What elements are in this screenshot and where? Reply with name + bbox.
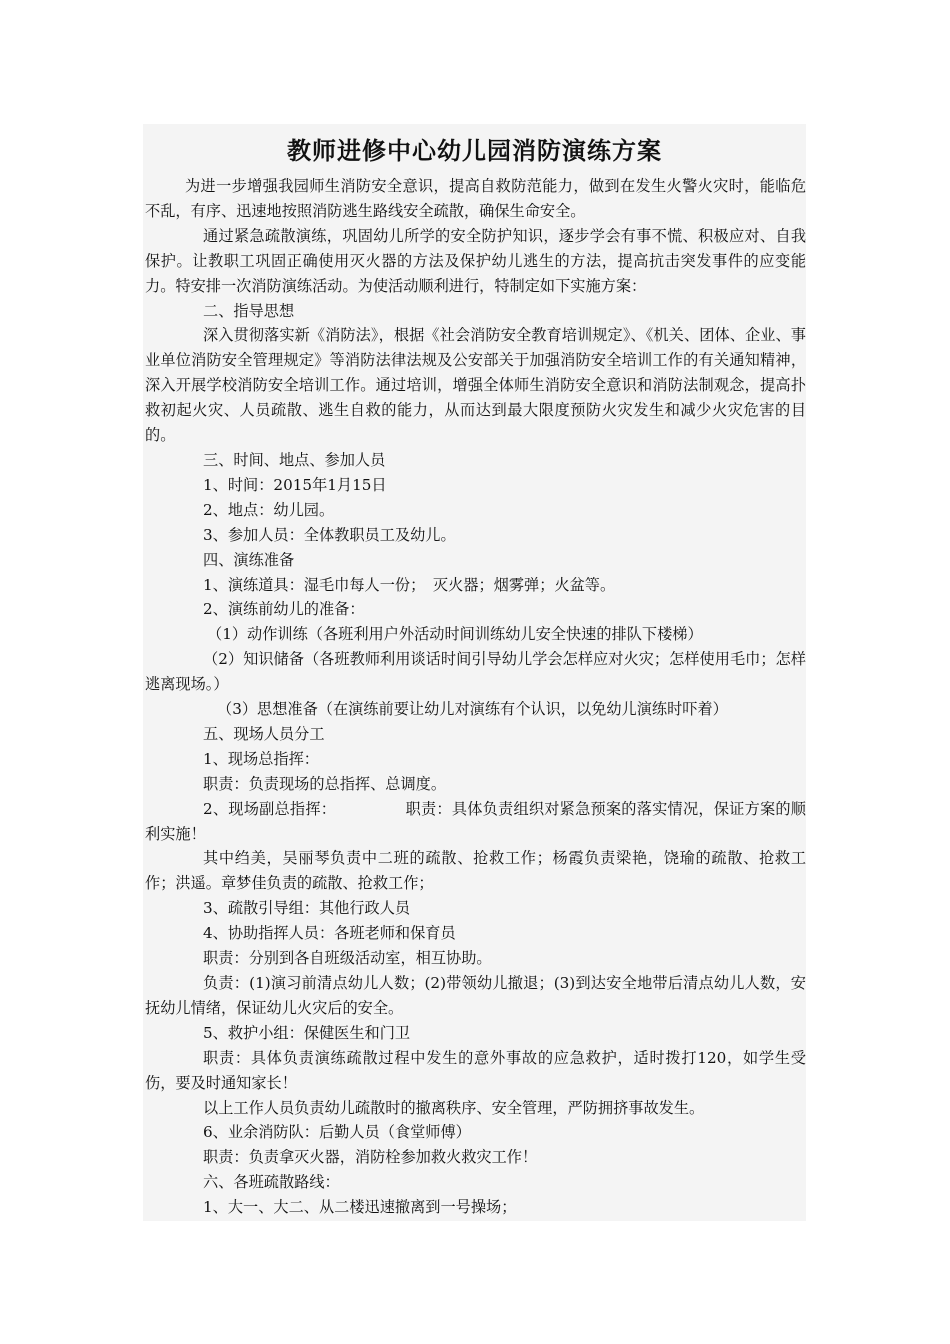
list-item: （2）知识储备（各班教师利用谈话时间引导幼儿学会怎样应对火灾；怎样使用毛巾；怎样逃离现场。） xyxy=(145,650,806,694)
list-item: 以上工作人员负责幼儿疏散时的撤离秩序、安全管理，严防拥挤事故发生。 xyxy=(203,1098,705,1117)
list-item: （1）动作训练（各班利用户外活动时间训练幼儿安全快速的排队下楼梯） xyxy=(207,625,703,644)
purpose-paragraph: 通过紧急疏散演练，巩固幼儿所学的安全防护知识，逐步学会有事不慌、积极应对、自我保护。让教职工巩固正确使用灭火器的方法及保护幼儿逃生的方法，提高抗击突发事件的应变能力。特安排一次消防演练活动。为使活动顺利进行，特制定如下实施方案： xyxy=(145,226,806,295)
section-heading: 五、现场人员分工 xyxy=(203,724,325,743)
list-item: 1、大一、大二、从二楼迅速撤离到一号操场； xyxy=(203,1198,517,1217)
section-heading: 四、演练准备 xyxy=(203,550,295,569)
list-item: （3）思想准备（在演练前要让幼儿对演练有个认识，以免幼儿演练时吓着） xyxy=(217,700,728,719)
list-item: 2、地点：幼儿园。 xyxy=(203,500,335,519)
list-item: 职责：具体负责演练疏散过程中发生的意外事故的应急救护，适时拨打120，如学生受伤，要及时通知家长！ xyxy=(145,1048,806,1092)
list-item: 3、疏散引导组：其他行政人员 xyxy=(203,899,411,918)
list-item: 4、协助指挥人员：各班老师和保育员 xyxy=(203,924,456,943)
list-item: 5、救护小组：保健医生和门卫 xyxy=(203,1023,411,1042)
guiding-paragraph: 深入贯彻落实新《消防法》，根据《社会消防安全教育培训规定》、《机关、团体、企业、事业单位消防安全管理规定》等消防法律法规及公安部关于加强消防安全培训工作的有关通知精神，深入开展学校消防安全培训工作。通过培训，增强全体师生消防安全意识和消防法制观念，提高扑救初起火灾、人员疏散、逃生自救的能力，从而达到最大限度预防火灾发生和减少火灾危害的目的。 xyxy=(145,326,806,445)
list-item: 其中绉美，吴丽琴负责中二班的疏散、抢救工作；杨霞负责梁艳，饶瑜的疏散、抢救工作；洪遥。章梦佳负责的疏散、抢救工作； xyxy=(145,849,806,893)
section-heading: 二、指导思想 xyxy=(203,301,295,320)
document-body xyxy=(145,174,806,1220)
list-item: 负责：(1)演习前清点幼儿人数；(2)带领幼儿撤退；(3)到达安全地带后清点幼儿人数，安抚幼儿情绪，保证幼儿火灾后的安全。 xyxy=(145,974,806,1017)
list-item: 1、演练道具：湿毛巾每人一份； 灭火器；烟雾弹；火盆等。 xyxy=(203,575,616,594)
list-item: 1、时间：2015年1月15日 xyxy=(203,475,387,494)
list-item: 2、演练前幼儿的准备： xyxy=(203,600,365,619)
document-title: 教师进修中心幼儿园消防演练方案 xyxy=(287,137,662,165)
list-item: 6、业余消防队：后勤人员（食堂师傅） xyxy=(203,1123,471,1142)
list-item: 职责：负责拿灭火器，消防栓参加救火救灾工作！ xyxy=(203,1148,538,1167)
section-heading: 六、各班疏散路线： xyxy=(203,1173,340,1192)
intro-paragraph: 为进一步增强我园师生消防安全意识，提高自救防范能力，做到在发生火警火灾时，能临危不乱，有序、迅速地按照消防逃生路线安全疏散，确保生命安全。 xyxy=(145,177,806,220)
list-item: 3、参加人员：全体教职员工及幼儿。 xyxy=(203,525,456,544)
list-item: 1、现场总指挥： xyxy=(203,749,319,768)
list-item: 职责：负责现场的总指挥、总调度。 xyxy=(203,774,446,793)
list-item: 2、现场副总指挥： 职责：具体负责组织对紧急预案的落实情况，保证方案的顺利实施！ xyxy=(145,799,806,843)
list-item: 职责：分别到各自班级活动室，相互协助。 xyxy=(203,949,492,968)
section-heading: 三、时间、地点、参加人员 xyxy=(203,450,386,469)
